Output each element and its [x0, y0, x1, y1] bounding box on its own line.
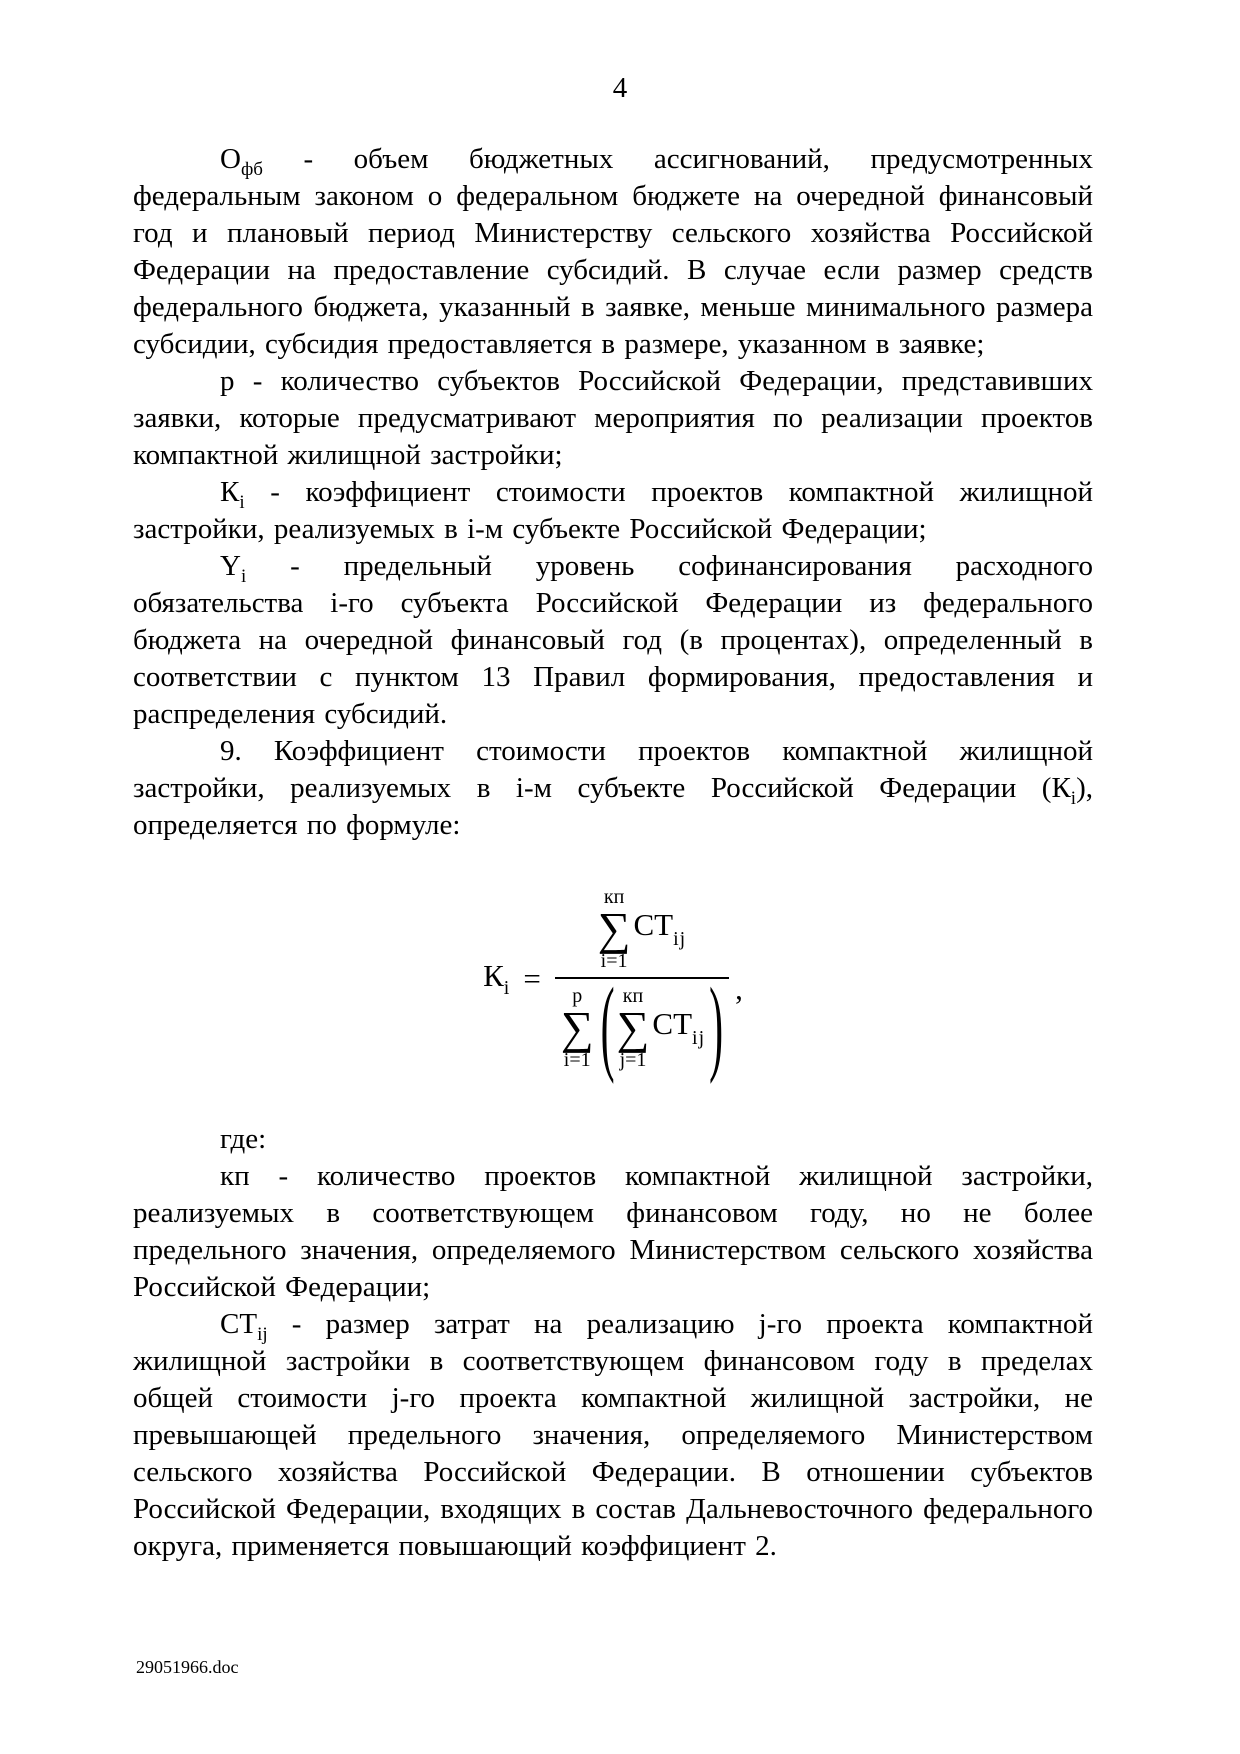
- fraction-numerator: [592, 886, 693, 972]
- fraction-denominator: [555, 969, 729, 1087]
- paragraph-p-definition: р - количество субъектов Российской Федерации, представивших заявки, которые предусматривают мероприятия по реализации проектов компактной жилищной застройки;: [133, 365, 1093, 471]
- paragraph-stij-definition: [133, 1306, 1093, 1565]
- denominator-term: $СТ_{ij}$: [652, 1006, 706, 1049]
- numerator-term: $СТ_{ij}$: [633, 907, 687, 950]
- document-body: [133, 141, 1093, 1565]
- paragraph-point-9: 9. Коэффициент стоимости проектов компактной жилищной застройки, реализуемых в i-м субъекте Российской Федерации $(К_i)$, определяется по формуле:: [133, 735, 1093, 841]
- term-yi: $Y_i$: [220, 550, 247, 587]
- footer-filename: 29051966.doc: [136, 1657, 239, 1677]
- formula-block: [133, 886, 1093, 1087]
- open-paren: (: [600, 969, 615, 1087]
- term-stij: $СТ_{ij}$: [220, 1308, 268, 1345]
- sigma-icon: ∑: [560, 1002, 594, 1053]
- sigma-icon: ∑: [616, 1002, 650, 1053]
- paragraph-yi-text: - предельный уровень софинансирования расходного обязательства i-го субъекта Российской Федерации из федерального бюджета на очередной финансовый год (в процентах), определенный в соответствии с пунктом 13 Правил формирования, предоставления и распределения субсидий.: [133, 550, 1093, 730]
- sum-lower-limit: j=1: [619, 1049, 647, 1071]
- sum-denominator-inner: [617, 985, 650, 1071]
- formula-lhs: $К_i$: [483, 957, 510, 999]
- sum-lower-limit: i=1: [563, 1049, 591, 1071]
- sum-upper-limit: кп: [603, 886, 625, 908]
- fraction-bar: [555, 977, 729, 979]
- sum-lower-limit: i=1: [600, 950, 628, 972]
- sum-denominator-outer: [561, 985, 594, 1071]
- paragraph-stij-text: - размер затрат на реализацию j-го проекта компактной жилищной застройки в соответствующем финансовом году в пределах общей стоимости j-го проекта компактной жилищной застройки, не превышающей предельного значения, определяемого Министерством сельского хозяйства Российской Федерации. В отношении субъектов Российской Федерации, входящих в состав Дальневосточного федерального округа, применяется повышающий коэффициент 2.: [133, 1308, 1093, 1562]
- equals-sign: =: [523, 961, 541, 996]
- paragraph-ki-definition: [133, 474, 1093, 548]
- where-label: где:: [220, 1123, 267, 1155]
- formula-trailing-comma: ,: [735, 971, 743, 1006]
- term-ki: $К_i$: [220, 476, 245, 513]
- paragraph-ofb-definition: [133, 141, 1093, 363]
- paragraph-ki-text: - коэффициент стоимости проектов компактной жилищной застройки, реализуемых в i-м субъекте Российской Федерации;: [133, 476, 1093, 545]
- paragraph-kp-definition: кп - количество проектов компактной жилищной застройки, реализуемых в соответствующем финансовом году, но не более предельного значения, определяемого Министерством сельского хозяйства Российской Федерации;: [133, 1160, 1093, 1303]
- formula-ki: [483, 886, 743, 1087]
- paragraph-yi-definition: [133, 548, 1093, 733]
- sigma-icon: ∑: [597, 903, 631, 954]
- close-paren: ): [709, 969, 724, 1087]
- page-number: 4: [612, 72, 628, 104]
- fraction: [555, 886, 729, 1087]
- term-ofb: $О_{фб}$: [220, 143, 263, 180]
- sum-upper-limit: p: [572, 985, 583, 1007]
- paragraph-ofb-text: - объем бюджетных ассигнований, предусмотренных федеральным законом о федеральном бюджете на очередной финансовый год и плановый период Министерству сельского хозяйства Российской Федерации на предоставление субсидий. В случае если размер средств федерального бюджета, указанный в заявке, меньше минимального размера субсидии, субсидия предоставляется в размере, указанном в заявке;: [133, 143, 1093, 360]
- sum-numerator: [598, 886, 631, 972]
- sum-upper-limit: кп: [622, 985, 644, 1007]
